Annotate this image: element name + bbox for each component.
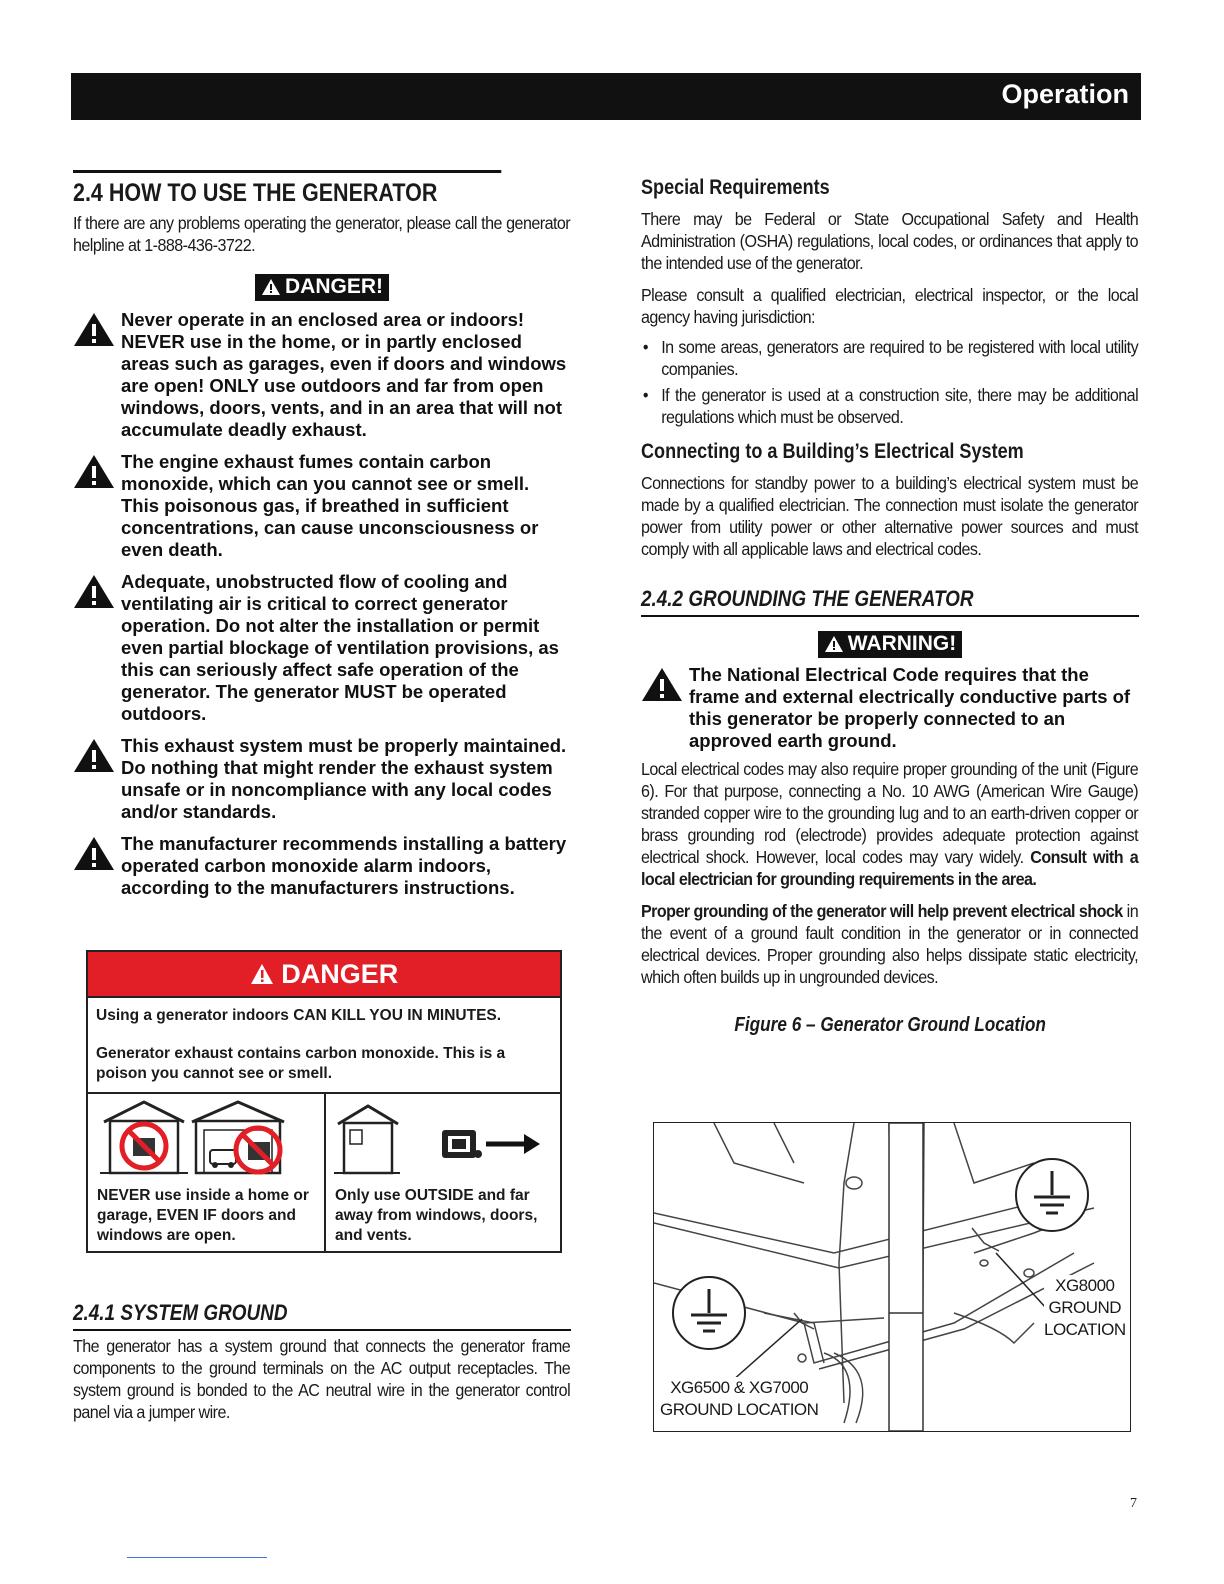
footer-rule: [127, 1557, 267, 1558]
connecting-text: Connections for standby power to a building’s electrical system must be made by a qualified electrician. The connection must isolate the generator power from utility power or other alternative power sources and must comply with all applicable laws and electrical codes.: [641, 473, 1139, 559]
warning-label-text: WARNING!: [847, 632, 957, 655]
list-item: • If the generator is used at a construction site, there may be additional regulations which must be observed.: [642, 385, 1139, 427]
intro-paragraph: If there are any problems operating the generator, please call the generator helpline at 1-888-436-3722.: [73, 213, 571, 255]
danger-label: [73, 274, 571, 301]
warning-triangle-icon: [250, 963, 274, 985]
warning-text: This exhaust system must be properly maintained. Do nothing that might render the exhaust system unsafe or in noncompliance with any local codes and/or standards.: [121, 735, 567, 822]
grounding-p1: Local electrical codes may also require proper grounding of the unit (Figure 6). For that purpose, connecting a No. 10 AWG (American Wire Gauge) stranded copper wire to the grounding lug and to an earth-driven copper or brass grounding rod (electrode) provides adequate protection against electrical shock. However, local codes may vary widely. Consult with a local electrician for grounding requirements in the area.: [641, 759, 1139, 889]
danger-panel-title: DANGER: [281, 959, 399, 989]
warning-text: The engine exhaust fumes contain carbon monoxide, which can you cannot see or smell. This poisonous gas, if breathed in sufficient concentrations, can cause unconsciousness or even death.: [121, 451, 539, 560]
left-column: [73, 170, 571, 909]
warning-triangle-icon: [261, 278, 281, 296]
warning-item: [73, 735, 571, 823]
section-title: 2.4 HOW TO USE THE GENERATOR: [73, 170, 501, 208]
danger-label-text: DANGER!: [285, 275, 383, 298]
system-ground-title: 2.4.1 SYSTEM GROUND: [73, 1300, 571, 1331]
hazard-triangle-icon: [73, 453, 115, 489]
outside-only-cell: [326, 1094, 560, 1252]
ground-symbol-icon: [1016, 1159, 1088, 1231]
system-ground-text: The generator has a system ground that connects the generator frame components to the ground terminals on the AC output receptacles. The system ground is bonded to the AC neutral wire in the generator control panel via a jumper wire.: [73, 1336, 571, 1422]
warning-item: [73, 571, 571, 725]
special-requirements-title: Special Requirements: [641, 176, 830, 199]
special-p1: There may be Federal or State Occupational Safety and Health Administration (OSHA) regulations, local codes, or ordinances that apply to the intended use of the generator.: [641, 209, 1139, 273]
figure-caption: Figure 6 – Generator Ground Location: [734, 1014, 1046, 1036]
outside-caption: Only use OUTSIDE and far away from windows, doors, and vents.: [335, 1187, 538, 1244]
grounding-p2: Proper grounding of the generator will help prevent electrical shock in the event of a ground fault condition in the generator or in connected electrical devices. Proper grounding also helps dissipate static electricity, which often builds up in ungrounded devices.: [641, 901, 1139, 987]
grounding-title: 2.4.2 GROUNDING THE GENERATOR: [641, 586, 1139, 617]
never-caption: NEVER use inside a home or garage, EVEN IF doors and windows are open.: [97, 1187, 309, 1244]
danger-line-2: Generator exhaust contains carbon monoxide. This is a poison you cannot see or smell.: [96, 1045, 506, 1082]
co-danger-panel: [86, 950, 562, 1253]
right-column: [641, 176, 1139, 1037]
hazard-triangle-icon: [73, 835, 115, 871]
header-bar: [71, 73, 1141, 120]
grounding-warning-text: The National Electrical Code requires that the frame and external electrically conductive parts of this generator be properly connected to an approved earth ground.: [689, 664, 1131, 751]
hazard-triangle-icon: [73, 737, 115, 773]
warning-triangle-icon: [824, 635, 844, 653]
danger-panel-message: [88, 998, 560, 1094]
hazard-triangle-icon: [641, 666, 683, 702]
warning-item: [73, 451, 571, 561]
special-list: [641, 336, 1138, 428]
grounding-warning: [641, 664, 1139, 752]
warning-label: [641, 631, 1139, 658]
page-number: 7: [1130, 1496, 1137, 1511]
ground-location-figure: [653, 1122, 1131, 1432]
list-item: • In some areas, generators are required to be registered with local utility companies.: [642, 337, 1139, 379]
hazard-triangle-icon: [73, 311, 115, 347]
hazard-triangle-icon: [73, 573, 115, 609]
xg8000-label: XG8000 GROUND LOCATION: [1044, 1276, 1126, 1339]
warning-text: The manufacturer recommends installing a battery operated carbon monoxide alarm indoors, according to the manufacturers instructions.: [121, 833, 567, 898]
generator-outside-icon: [326, 1094, 560, 1184]
warning-item: [73, 309, 571, 441]
ground-symbol-icon: [673, 1277, 745, 1349]
warning-text: Never operate in an enclosed area or indoors! NEVER use in the home, or in partly enclosed areas such as garages, even if doors and windows are open! ONLY use outdoors and far from open windows, doors, vents, and in an area that will not accumulate deadly exhaust.: [121, 309, 567, 440]
never-indoors-cell: [88, 1094, 326, 1252]
house-garage-prohibited-icon: [88, 1094, 324, 1184]
xg6500-label: XG6500 & XG7000 GROUND LOCATION: [660, 1378, 819, 1419]
danger-panel-header: [88, 952, 560, 998]
warning-item: [73, 833, 571, 899]
connecting-title: Connecting to a Building’s Electrical System: [641, 440, 1024, 463]
header-title: Operation: [1001, 79, 1129, 109]
warning-text: Adequate, unobstructed flow of cooling and ventilating air is critical to correct generator operation. Do not alter the installation or permit even partial blockage of ventilation provisions, as this can seriously affect safe operation of the generator. The generator MUST be operated outdoors.: [121, 571, 559, 724]
special-p2: Please consult a qualified electrician, electrical inspector, or the local agency having jurisdiction:: [641, 285, 1139, 327]
danger-line-1: Using a generator indoors CAN KILL YOU IN MINUTES.: [96, 1007, 502, 1024]
system-ground-section: [73, 1300, 571, 1423]
